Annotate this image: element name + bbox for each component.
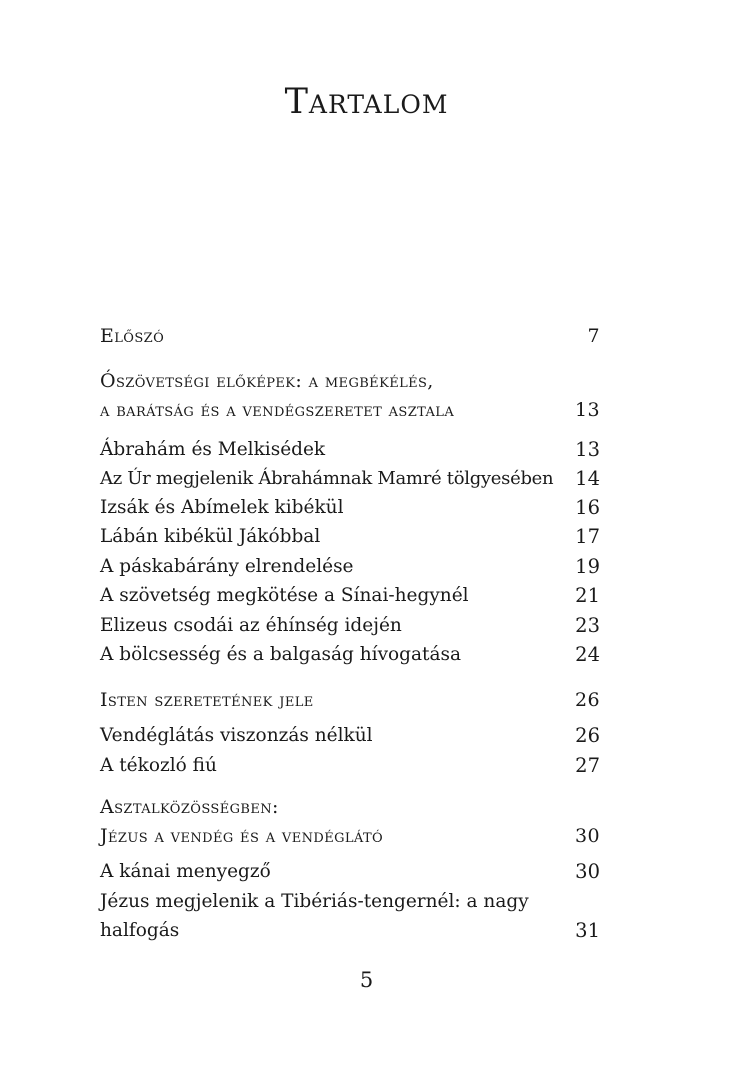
toc-section-oszovetsegi-line1 [100,367,600,396]
toc-label: A páskabárány elrendelése [100,556,354,577]
toc-section-oszovetsegi-line2 [100,396,600,425]
toc-page: 23 [575,614,600,637]
toc-page: 14 [575,467,600,490]
toc-page: 16 [575,496,600,519]
toc-label: Izsák és Abímelek kibékül [100,497,344,518]
toc-label: Jézus a vendég és a vendéglátó [100,825,384,847]
toc-entry [100,435,600,464]
toc-label: Ábrahám és Melkisédek [100,439,326,460]
toc-label: Az Úr megjelenik Ábrahámnak Mamré tölgyesében [100,468,554,489]
toc-label: a barátság és a vendégszeretet asztala [100,399,455,421]
toc-entry [100,552,600,581]
toc-section-eloszo [100,322,600,351]
toc-label: Isten szeretetének jele [100,689,314,711]
toc-label: Jézus megjelenik a Tibériás-tengernél: a nagy [100,891,529,912]
toc-label: halfogás [100,920,180,941]
toc-entry [100,887,600,916]
toc-label: Lábán kibékül Jákóbbal [100,526,321,547]
toc-entry [100,751,600,780]
toc-page: 24 [575,643,600,666]
toc-page: 7 [587,325,600,347]
toc-page: 26 [575,724,600,747]
toc-page: 19 [575,555,600,578]
toc-page: 21 [575,584,600,607]
toc-page: 26 [575,689,600,711]
toc-page: 30 [575,860,600,883]
toc-entry [100,522,600,551]
toc-label: Asztalközösségben: [100,796,279,818]
toc-section-asztalkozossegben-line1 [100,793,600,822]
toc-entry [100,493,600,522]
toc-entry [100,581,600,610]
toc-page: 27 [575,754,600,777]
toc-page: 17 [575,525,600,548]
toc-entry [100,916,600,945]
toc-label: A szövetség megkötése a Sínai-hegynél [100,585,469,606]
toc-label: A tékozló fiú [100,755,217,776]
toc-label: Ószövetségi előképek: a megbékélés, [100,370,434,392]
toc-label: Elizeus csodái az éhínség idején [100,615,402,636]
toc-entry [100,464,600,493]
toc-entry [100,611,600,640]
toc-entry [100,640,600,669]
toc-page: 31 [575,919,600,942]
toc-label: Vendéglátás viszonzás nélkül [100,725,373,746]
page-number: 5 [359,968,374,992]
toc-label: A kánai menyegző [100,861,271,882]
toc-label: Előszó [100,325,165,347]
page-title: Tartalom [284,82,449,122]
toc-page: 13 [575,438,600,461]
toc-entry [100,857,600,886]
toc-section-asztalkozossegben-line2 [100,822,600,851]
toc-label: A bölcsesség és a balgaság hívogatása [100,644,462,665]
toc-page: 30 [575,825,600,847]
toc-page: 13 [575,399,600,421]
toc-entry [100,721,600,750]
toc-section-isten [100,686,600,715]
